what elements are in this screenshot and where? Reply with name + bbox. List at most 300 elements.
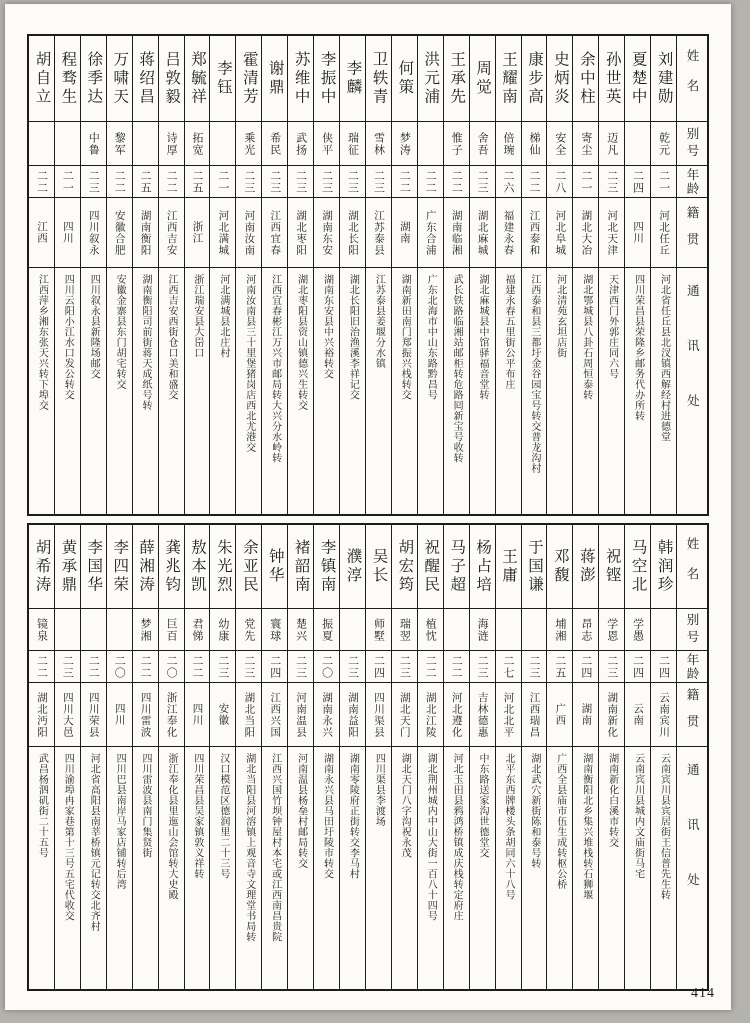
person-column: [443, 36, 469, 514]
person-alias-cell-text: 梦湘: [139, 617, 152, 642]
person-age-cell-text: 二三: [605, 169, 618, 194]
person-native-cell: [392, 683, 417, 747]
person-column: [235, 36, 261, 514]
person-name-cell: [288, 525, 313, 609]
person-age-cell: [185, 651, 210, 683]
person-alias-cell: [418, 609, 443, 651]
person-alias-cell-text: 安全: [553, 131, 566, 156]
person-column: [521, 525, 547, 989]
person-name-cell-text: 胡自立: [33, 50, 51, 107]
person-name-cell-text: 朱光烈: [214, 538, 232, 595]
person-name-cell-text: 孙世英: [603, 50, 621, 107]
person-address-cell-text: 湖北天门八字沟祝永茂: [399, 753, 411, 858]
person-name-cell-text: 吴长: [370, 548, 388, 585]
person-name-cell: [262, 36, 287, 122]
person-address-cell-text: 四川雷波县南门集贤街: [140, 753, 152, 858]
person-name-cell-text: 王耀南: [500, 50, 518, 107]
person-name-cell: [573, 525, 598, 609]
person-column: [80, 36, 106, 514]
person-age-cell-text: 二三: [476, 169, 489, 194]
person-address-cell-text: 浙江瑞安县大岊口: [191, 274, 203, 358]
person-address-cell: [288, 747, 313, 989]
person-name-cell-text: 李四荣: [111, 538, 129, 595]
person-name-cell: [625, 525, 650, 609]
person-native-cell-text: 河北任丘: [658, 209, 670, 256]
person-alias-cell-text: 梦涛: [398, 131, 411, 156]
person-native-cell-text: 湖南衡阳: [139, 209, 151, 256]
person-name-cell: [314, 525, 339, 609]
person-age-cell-text: 二二: [190, 654, 203, 679]
person-age-cell: [418, 651, 443, 683]
person-name-cell: [107, 36, 132, 122]
person-name-cell-text: 卫轶青: [370, 50, 388, 107]
header-native-cell: [677, 198, 707, 268]
header-alias-cell: [677, 122, 707, 166]
person-name-cell-text: 蒋澎: [577, 548, 595, 585]
person-name-cell: [133, 525, 158, 609]
person-age-cell: [288, 651, 313, 683]
person-column: [572, 36, 598, 514]
person-name-cell: [547, 36, 572, 122]
person-age-cell: [547, 166, 572, 198]
person-alias-cell: [573, 609, 598, 651]
header-address-cell-text: 通讯处: [685, 284, 700, 449]
person-name-cell: [107, 525, 132, 609]
person-address-cell: [107, 268, 132, 514]
person-alias-cell-text: 侠平: [320, 131, 333, 156]
person-age-cell: [522, 651, 547, 683]
person-address-cell: [599, 268, 624, 514]
person-age-cell: [366, 651, 391, 683]
person-address-cell: [418, 268, 443, 514]
person-column: [54, 36, 80, 514]
person-name-cell-text: 龚兆钧: [163, 538, 181, 595]
person-native-cell: [288, 683, 313, 747]
person-native-cell: [625, 198, 650, 268]
person-alias-cell: [366, 122, 391, 166]
person-native-cell-text: 四川荣县: [87, 691, 99, 738]
person-alias-cell-text: 师墅: [372, 617, 385, 642]
person-age-cell: [236, 651, 261, 683]
person-name-cell-text: 钟华: [266, 548, 284, 585]
person-native-cell-text: 湖北江陵: [424, 691, 436, 738]
person-name-cell: [340, 36, 365, 122]
person-alias-cell: [236, 609, 261, 651]
person-native-cell-text: 福建永春: [502, 209, 514, 256]
person-address-cell: [366, 268, 391, 514]
person-age-cell: [392, 651, 417, 683]
person-column: [287, 36, 313, 514]
person-native-cell: [651, 198, 676, 268]
person-address-cell-text: 武长铁路临湘站邮柜转危路囘新宝号收转: [451, 274, 463, 463]
person-name-cell-text: 李钰: [214, 60, 232, 97]
person-name-cell: [444, 525, 469, 609]
person-name-cell-text: 余中柱: [577, 50, 595, 107]
person-native-cell: [210, 683, 235, 747]
person-address-cell-text: 湖南衡阳司前街蒋天成纸号转: [140, 274, 152, 411]
person-native-cell: [496, 683, 521, 747]
person-age-cell: [470, 651, 495, 683]
person-name-cell: [159, 525, 184, 609]
person-native-cell-text: 江西宜春: [269, 209, 281, 256]
person-age-cell-text: 二四: [579, 654, 592, 679]
person-alias-cell: [107, 609, 132, 651]
person-column: [261, 36, 287, 514]
person-name-cell: [651, 36, 676, 122]
person-column: [650, 36, 676, 514]
person-address-cell: [81, 747, 106, 989]
person-column: [313, 36, 339, 514]
person-alias-cell: [314, 122, 339, 166]
person-native-cell: [210, 198, 235, 268]
person-alias-cell-text: 迈凡: [605, 131, 618, 156]
person-alias-cell-text: 瑞征: [346, 131, 359, 156]
person-column: [261, 525, 287, 989]
person-address-cell-text: 四川巴县南岸马家店铺转后湾: [114, 753, 126, 890]
person-native-cell-text: 四川大邑: [61, 691, 73, 738]
person-native-cell: [340, 683, 365, 747]
person-age-cell-text: 二〇: [113, 654, 126, 679]
person-address-cell: [651, 747, 676, 989]
person-name-cell-text: 郑毓祥: [188, 50, 206, 107]
person-address-cell: [159, 747, 184, 989]
person-address-cell-text: 云南宾川县城内文庙街马宅: [632, 753, 644, 879]
person-column: [598, 525, 624, 989]
person-column: [313, 525, 339, 989]
person-address-cell-text: 四川渝埠冉家巷第十三号五宅代收交: [62, 753, 74, 921]
header-age-cell: [677, 651, 707, 683]
person-age-cell: [651, 166, 676, 198]
person-name-cell: [651, 525, 676, 609]
person-name-cell: [210, 36, 235, 122]
person-address-cell-text: 四川荣昌县荣隆乡邮务代办所转: [632, 274, 644, 421]
person-native-cell-text: 四川叙永: [87, 209, 99, 256]
person-alias-cell-text: 瑞翌: [398, 617, 411, 642]
person-address-cell-text: 湖南永兴县马田圩陵市转交: [321, 753, 333, 879]
person-name-cell-text: 谢鼎: [266, 60, 284, 97]
person-address-cell-text: 河北省任丘县北汊镇西解经村进德堂: [658, 274, 670, 442]
person-address-cell-text: 河南温县杨垒村邮局转交: [295, 753, 307, 869]
directory-tables: [27, 34, 709, 991]
person-address-cell: [496, 747, 521, 989]
person-native-cell: [29, 198, 54, 268]
person-native-cell: [522, 198, 547, 268]
person-age-cell: [159, 651, 184, 683]
person-name-cell-text: 祝铿: [603, 548, 621, 585]
person-address-cell: [522, 268, 547, 514]
person-age-cell-text: 二三: [61, 654, 74, 679]
person-alias-cell: [444, 122, 469, 166]
person-age-cell: [236, 166, 261, 198]
person-column: [106, 525, 132, 989]
person-alias-cell: [185, 122, 210, 166]
person-alias-cell: [418, 122, 443, 166]
person-name-cell-text: 李振中: [318, 50, 336, 107]
person-name-cell-text: 韩润珍: [655, 538, 673, 595]
person-alias-cell-text: 植忱: [424, 617, 437, 642]
person-alias-cell-text: 昂志: [579, 617, 592, 642]
person-column: [54, 525, 80, 989]
person-age-cell: [547, 651, 572, 683]
person-column: [598, 36, 624, 514]
person-column: [443, 525, 469, 989]
person-column: [469, 36, 495, 514]
person-address-cell: [573, 268, 598, 514]
person-age-cell: [159, 166, 184, 198]
person-address-cell-text: 四川云阳小江水口发公转交: [62, 274, 74, 400]
person-alias-cell: [496, 122, 521, 166]
person-name-cell-text: 余亚民: [240, 538, 258, 595]
person-address-cell: [29, 747, 54, 989]
person-age-cell-text: 二三: [476, 654, 489, 679]
person-native-cell-text: 湖南临湘: [450, 209, 462, 256]
person-name-cell-text: 马子超: [448, 538, 466, 595]
person-age-cell: [29, 651, 54, 683]
person-native-cell: [547, 198, 572, 268]
person-native-cell: [418, 198, 443, 268]
person-age-cell: [444, 166, 469, 198]
person-age-cell: [29, 166, 54, 198]
person-column: [495, 36, 521, 514]
person-address-cell: [210, 747, 235, 989]
person-address-cell-text: 湖南衡阳北乡集兴堆栈转石狮堰: [580, 753, 592, 900]
person-name-cell: [185, 36, 210, 122]
person-address-cell-text: 云南宾川县宾居街王信普先生转: [658, 753, 670, 900]
person-alias-cell: [651, 609, 676, 651]
person-address-cell: [547, 747, 572, 989]
person-alias-cell-text: 镜泉: [35, 617, 48, 642]
person-address-cell: [340, 268, 365, 514]
person-name-cell-text: 胡宏筠: [396, 538, 414, 595]
person-name-cell-text: 王庸: [500, 548, 518, 585]
person-alias-cell: [522, 122, 547, 166]
person-age-cell-text: 二四: [631, 654, 644, 679]
person-name-cell: [599, 36, 624, 122]
person-name-cell: [262, 525, 287, 609]
person-name-cell: [133, 36, 158, 122]
person-native-cell: [444, 198, 469, 268]
person-address-cell-text: 湖北鄂城县八卦石周恒泰转: [580, 274, 592, 400]
person-name-cell: [55, 36, 80, 122]
person-native-cell-text: 四川: [61, 221, 73, 244]
person-native-cell-text: 浙江: [191, 221, 203, 244]
person-native-cell-text: 河北遵化: [450, 691, 462, 738]
person-address-cell: [314, 747, 339, 989]
person-address-cell-text: 湖北当阳县河溶镇上观音寺文理堂书局转: [243, 753, 255, 942]
person-alias-cell: [29, 122, 54, 166]
person-alias-cell: [522, 609, 547, 651]
person-column: [158, 36, 184, 514]
person-age-cell-text: 二二: [113, 169, 126, 194]
person-alias-cell: [625, 609, 650, 651]
person-native-cell-text: 湖南东安: [321, 209, 333, 256]
person-age-cell-text: 二七: [502, 654, 515, 679]
person-column: [572, 525, 598, 989]
person-age-cell: [573, 166, 598, 198]
person-alias-cell-text: 幼康: [216, 617, 229, 642]
person-age-cell-text: 二一: [61, 169, 74, 194]
person-native-cell-text: 云南: [632, 703, 644, 726]
person-native-cell: [55, 683, 80, 747]
person-address-cell: [470, 268, 495, 514]
person-address-cell-text: 湖北武穴新街陈和泰号转: [528, 753, 540, 869]
person-age-cell-text: 二四: [631, 169, 644, 194]
person-address-cell-text: 湖北麻城县中馆驿福音堂转: [477, 274, 489, 400]
header-age-cell: [677, 166, 707, 198]
person-age-cell: [573, 651, 598, 683]
person-age-cell-text: 二三: [398, 654, 411, 679]
person-name-cell: [236, 525, 261, 609]
person-age-cell-text: 二二: [165, 169, 178, 194]
person-address-cell: [392, 268, 417, 514]
person-age-cell-text: 二〇: [165, 654, 178, 679]
person-native-cell-text: 吉林德惠: [476, 691, 488, 738]
person-address-cell: [444, 747, 469, 989]
person-alias-cell: [288, 609, 313, 651]
person-alias-cell-text: 振夏: [320, 617, 333, 642]
person-native-cell: [651, 683, 676, 747]
person-address-cell: [392, 747, 417, 989]
person-native-cell: [133, 198, 158, 268]
person-name-cell: [522, 36, 547, 122]
person-alias-cell-text: 倍琬: [502, 131, 515, 156]
person-address-cell: [314, 268, 339, 514]
header-name-cell: [677, 36, 707, 122]
person-address-cell-text: 四川渠县李渡场: [373, 753, 385, 827]
person-address-cell-text: 四川荣昌县吴家镇敦义祥转: [191, 753, 203, 879]
person-alias-cell: [444, 609, 469, 651]
person-native-cell: [314, 198, 339, 268]
person-age-cell-text: 二四: [268, 654, 281, 679]
person-native-cell-text: 江西兴国: [269, 691, 281, 738]
person-native-cell: [470, 683, 495, 747]
person-column: [365, 36, 391, 514]
person-address-cell-text: 湖北枣阳县资山镇德兴生转交: [295, 274, 307, 411]
person-alias-cell-text: 楚兴: [294, 617, 307, 642]
person-address-cell: [625, 268, 650, 514]
person-native-cell: [29, 683, 54, 747]
person-alias-cell-text: 诗厚: [165, 131, 178, 156]
person-native-cell-text: 四川雷波: [139, 691, 151, 738]
person-name-cell-text: 敖本凯: [188, 538, 206, 595]
header-name-cell-text: 姓名: [685, 48, 700, 109]
person-alias-cell: [496, 609, 521, 651]
person-alias-cell: [133, 122, 158, 166]
person-address-cell: [236, 747, 261, 989]
person-native-cell: [262, 198, 287, 268]
person-age-cell-text: 二六: [502, 169, 515, 194]
person-age-cell-text: 二三: [216, 654, 229, 679]
person-native-cell: [599, 683, 624, 747]
person-name-cell: [522, 525, 547, 609]
person-column: [391, 36, 417, 514]
person-age-cell: [314, 166, 339, 198]
person-address-cell: [210, 268, 235, 514]
person-column: [80, 525, 106, 989]
person-alias-cell: [159, 609, 184, 651]
person-name-cell-text: 杨占培: [474, 538, 492, 595]
person-name-cell: [496, 525, 521, 609]
person-native-cell: [599, 198, 624, 268]
person-age-cell-text: 二五: [190, 169, 203, 194]
person-name-cell-text: 苏维中: [292, 50, 310, 107]
person-address-cell: [159, 268, 184, 514]
person-alias-cell: [470, 122, 495, 166]
person-age-cell: [625, 651, 650, 683]
person-age-cell: [599, 166, 624, 198]
person-alias-cell-text: 寰球: [268, 617, 281, 642]
person-name-cell-text: 蒋绍昌: [137, 50, 155, 107]
person-native-cell: [496, 198, 521, 268]
person-age-cell-text: 二二: [35, 654, 48, 679]
person-name-cell: [470, 36, 495, 122]
person-name-cell: [29, 36, 54, 122]
person-alias-cell: [599, 122, 624, 166]
person-age-cell-text: 二三: [87, 169, 100, 194]
person-name-cell-text: 洪元浦: [422, 50, 440, 107]
person-native-cell-text: 湖南: [580, 703, 592, 726]
person-alias-cell-text: 寄尘: [579, 131, 592, 156]
header-address-cell: [677, 747, 707, 989]
person-alias-cell: [81, 609, 106, 651]
person-native-cell: [236, 198, 261, 268]
person-name-cell: [314, 36, 339, 122]
person-alias-cell: [29, 609, 54, 651]
person-alias-cell-text: 乘光: [242, 131, 255, 156]
person-age-cell: [107, 166, 132, 198]
person-column: [339, 525, 365, 989]
person-name-cell: [340, 525, 365, 609]
person-age-cell-text: 二三: [242, 169, 255, 194]
person-age-cell: [366, 166, 391, 198]
person-address-cell: [55, 747, 80, 989]
person-address-cell: [340, 747, 365, 989]
header-native-cell-text: 籍贯: [685, 206, 700, 259]
person-address-cell: [496, 268, 521, 514]
person-alias-cell-text: 党先: [242, 617, 255, 642]
person-native-cell: [625, 683, 650, 747]
person-native-cell-text: 湖北大冶: [580, 209, 592, 256]
person-age-cell-text: 二四: [372, 654, 385, 679]
person-age-cell-text: 二三: [242, 654, 255, 679]
person-name-cell: [81, 525, 106, 609]
person-address-cell: [444, 268, 469, 514]
person-alias-cell-text: 乾元: [657, 131, 670, 156]
person-age-cell: [340, 166, 365, 198]
person-age-cell-text: 二二: [424, 654, 437, 679]
person-alias-cell: [314, 609, 339, 651]
person-age-cell: [522, 166, 547, 198]
person-age-cell: [185, 166, 210, 198]
person-address-cell: [288, 268, 313, 514]
person-native-cell: [185, 683, 210, 747]
person-address-cell: [418, 747, 443, 989]
person-alias-cell: [55, 609, 80, 651]
person-column: [209, 525, 235, 989]
header-name-cell: [677, 525, 707, 609]
person-alias-cell: [470, 609, 495, 651]
person-native-cell: [366, 683, 391, 747]
person-age-cell-text: 二二: [87, 654, 100, 679]
person-age-cell: [470, 166, 495, 198]
person-native-cell-text: 安徽合肥: [113, 209, 125, 256]
person-address-cell-text: 江西兴国竹坝钟屋村本宅或江西南昌贵院: [269, 753, 281, 942]
person-native-cell-text: 四川: [632, 221, 644, 244]
person-address-cell-text: 湖南新田南门郑振兴栈转交: [399, 274, 411, 400]
person-column: [546, 525, 572, 989]
person-address-cell-text: 天津西门外郭庄同六号: [606, 274, 618, 379]
person-name-cell-text: 濮淳: [344, 548, 362, 585]
